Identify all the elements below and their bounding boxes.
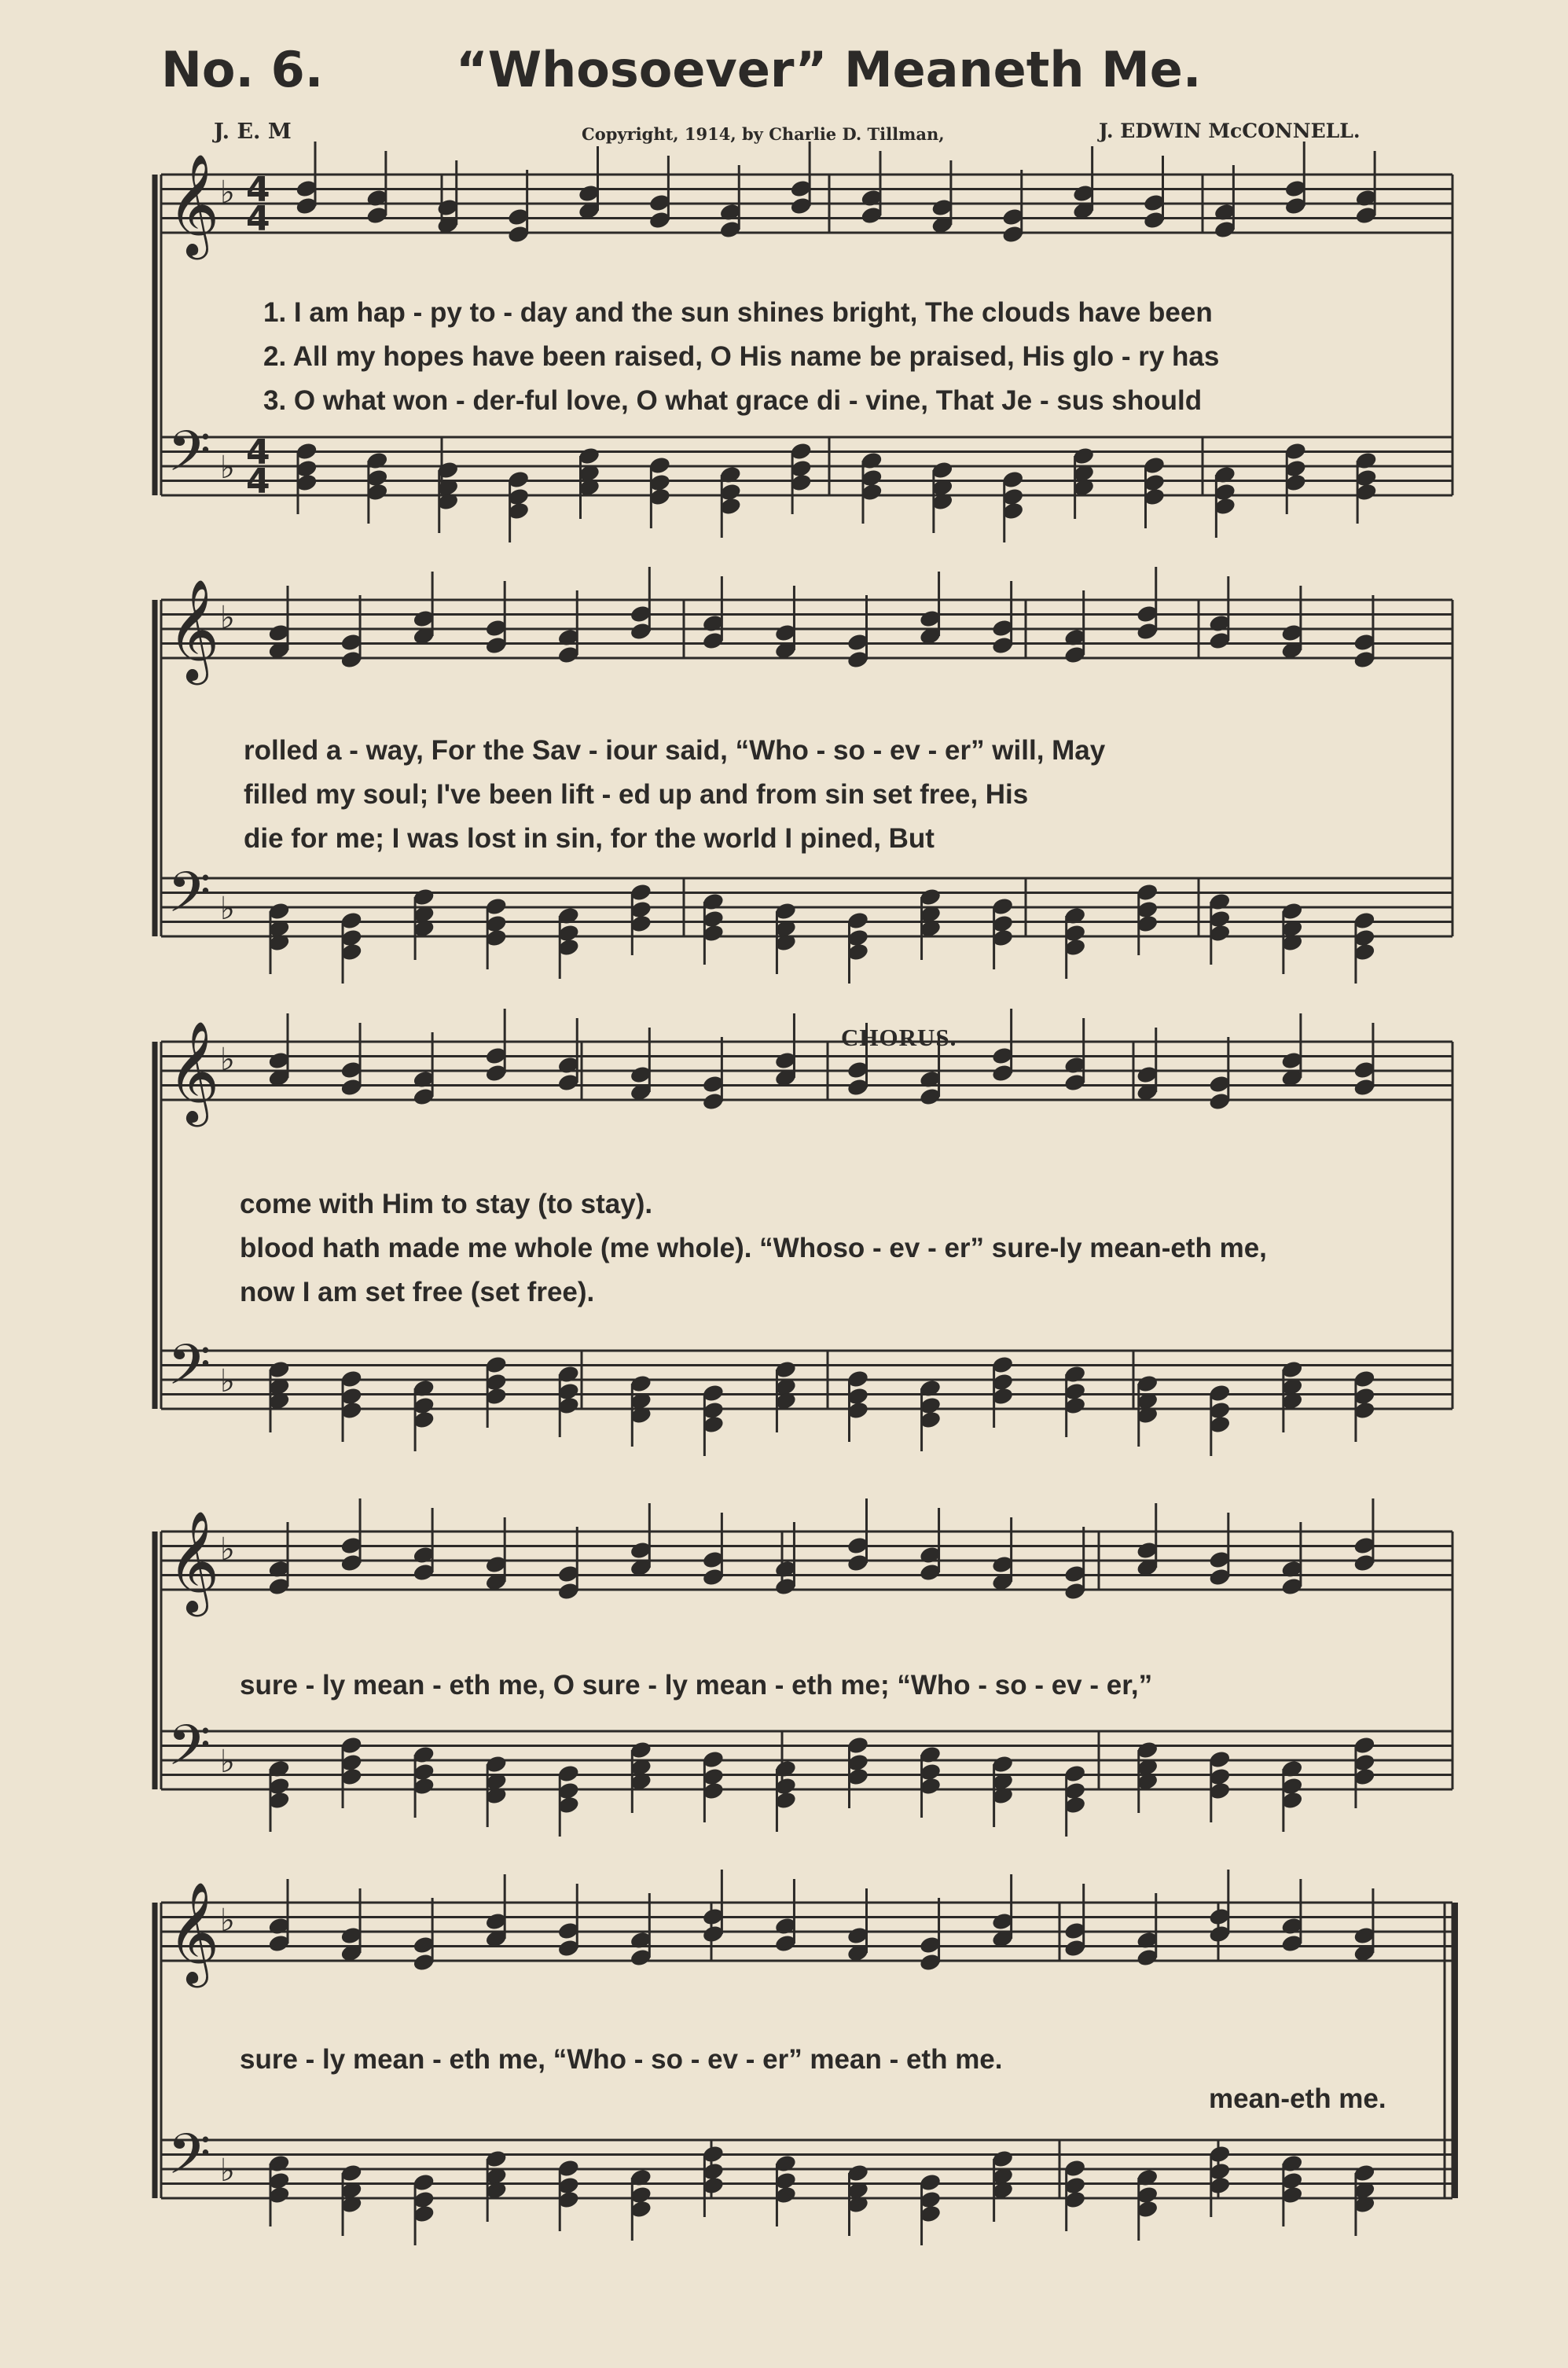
copyright-line: Copyright, 1914, by Charlie D. Tillman,	[582, 124, 945, 144]
time-signature: 4	[246, 170, 270, 210]
time-signature: 4	[246, 461, 270, 502]
treble-clef: 𝄞	[167, 579, 220, 681]
lyric-verse2-line1: 2. All my hopes have been raised, O His name be praised, His glo - ry has	[263, 341, 1220, 372]
bass-clef: 𝄢	[167, 1333, 211, 1411]
bass-clef: 𝄢	[167, 419, 211, 498]
composer-credit: J. EDWIN McCONNELL.	[1099, 120, 1361, 142]
treble-clef: 𝄞	[167, 1020, 220, 1123]
flat-key-signature: ♭	[220, 1744, 235, 1780]
lyric-chorus-line3: sure - ly mean - eth me, “Who - so - ev - er” mean - eth me.	[240, 2044, 1003, 2075]
treble-clef: 𝄞	[167, 1510, 220, 1612]
flat-key-signature: ♭	[220, 2153, 235, 2189]
lyric-verse3-line1: 3. O what won - der-ful love, O what grace di - vine, That Je - sus should	[263, 385, 1203, 416]
bass-clef: 𝄢	[167, 2122, 211, 2201]
chorus-label: CHORUS.	[841, 1024, 957, 1051]
lyric-chorus-line2: sure - ly mean - eth me, O sure - ly mean - eth me; “Who - so - ev - er,”	[240, 1670, 1153, 1701]
treble-clef: 𝄞	[167, 1881, 220, 1984]
lyric-verse1-line2: rolled a - way, For the Sav - iour said, “Who - so - ev - er” will, May	[244, 735, 1106, 766]
flat-key-signature: ♭	[220, 450, 235, 486]
hymn-number: No. 6.	[161, 41, 324, 98]
bass-clef: 𝄢	[167, 860, 211, 939]
lyric-verse3-line3: now I am set free (set free).	[240, 1277, 595, 1307]
flat-key-signature: ♭	[220, 1042, 235, 1078]
bass-clef: 𝄢	[167, 1713, 211, 1792]
time-signature: 4	[246, 432, 270, 472]
flat-key-signature: ♭	[220, 1531, 235, 1568]
hymn-title: “Whosoever” Meaneth Me.	[456, 41, 1202, 98]
flat-key-signature: ♭	[220, 891, 235, 927]
flat-key-signature: ♭	[220, 1363, 235, 1399]
lyric-verse1-line1: 1. I am hap - py to - day and the sun shines bright, The clouds have been	[263, 297, 1213, 328]
words-credit: J. E. M	[214, 120, 292, 144]
lyric-verse3-line2: die for me; I was lost in sin, for the world I pined, But	[244, 823, 935, 854]
lyric-verse2-line2: filled my soul; I've been lift - ed up and from sin set free, His	[244, 779, 1029, 810]
treble-clef: 𝄞	[167, 153, 220, 256]
lyric-verse1-line3: come with Him to stay (to stay).	[240, 1189, 653, 1219]
flat-key-signature: ♭	[220, 1903, 235, 1939]
time-signature: 4	[246, 199, 270, 239]
lyric-chorus-alt-ending: mean-eth me.	[1209, 2083, 1386, 2114]
lyric-verse2-line3: blood hath made me whole (me whole). “Whoso - ev - er” sure-ly mean-eth me,	[240, 1233, 1267, 1263]
flat-key-signature: ♭	[220, 175, 235, 211]
flat-key-signature: ♭	[220, 600, 235, 636]
